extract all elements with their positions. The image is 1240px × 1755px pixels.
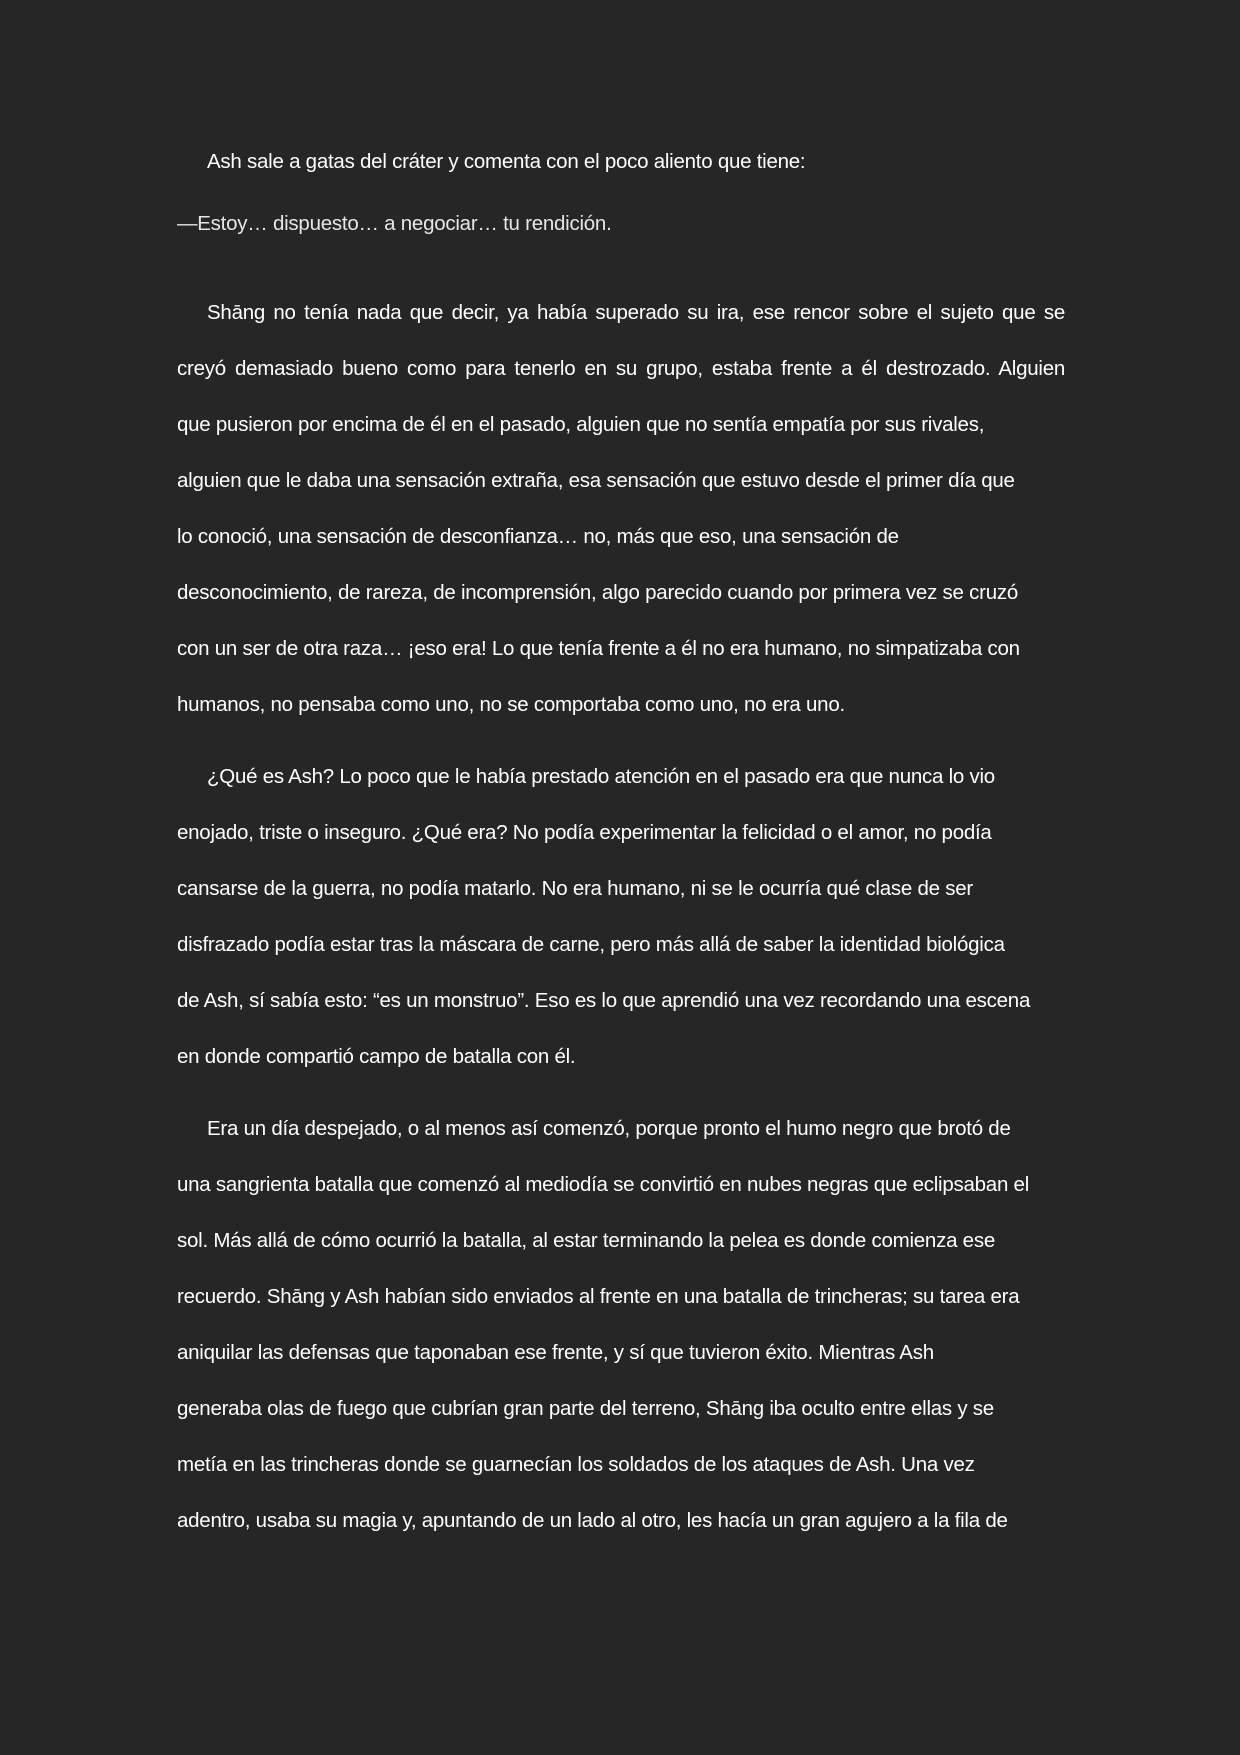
paragraph-3-line-2: enojado, triste o inseguro. ¿Qué era? No podía experimentar la felicidad o el amor, no podía [177, 821, 992, 844]
dialogue-line: —Estoy… dispuesto… a negociar… tu rendición. [177, 212, 612, 235]
paragraph-4-line-8: adentro, usaba su magia y, apuntando de un lado al otro, les hacía un gran agujero a la fila de [177, 1509, 1008, 1532]
paragraph-4-line-2: una sangrienta batalla que comenzó al mediodía se convirtió en nubes negras que eclipsaban el [177, 1173, 1030, 1196]
paragraph-3-line-1: ¿Qué es Ash? Lo poco que le había prestado atención en el pasado era que nunca lo vio [207, 765, 995, 788]
paragraph-2-line-7: con un ser de otra raza… ¡eso era! Lo que tenía frente a él no era humano, no simpatizaba con [177, 637, 1020, 660]
paragraph-3-line-4: disfrazado podía estar tras la máscara de carne, pero más allá de saber la identidad biológica [177, 933, 1005, 956]
paragraph-1-line-1: Ash sale a gatas del cráter y comenta con el poco aliento que tiene: [207, 150, 806, 173]
paragraph-3-line-5: de Ash, sí sabía esto: “es un monstruo”. Eso es lo que aprendió una vez recordando una escena [177, 989, 1031, 1012]
paragraph-2-line-1: Shāng no tenía nada que decir, ya había superado su ira, ese rencor sobre el sujeto que se [207, 301, 1065, 324]
paragraph-4-line-7: metía en las trincheras donde se guarnecían los soldados de los ataques de Ash. Una vez [177, 1453, 975, 1476]
paragraph-3-line-6: en donde compartió campo de batalla con él. [177, 1045, 576, 1068]
document-page [177, 0, 1070, 1755]
paragraph-4-line-5: aniquilar las defensas que taponaban ese frente, y sí que tuvieron éxito. Mientras Ash [177, 1341, 934, 1364]
paragraph-3-line-3: cansarse de la guerra, no podía matarlo. No era humano, ni se le ocurría qué clase de ser [177, 877, 973, 900]
paragraph-2-line-2: creyó demasiado bueno como para tenerlo en su grupo, estaba frente a él destrozado. Alguien [177, 357, 1065, 380]
paragraph-2-line-4: alguien que le daba una sensación extraña, esa sensación que estuvo desde el primer día que [177, 469, 1015, 492]
paragraph-2-line-8: humanos, no pensaba como uno, no se comportaba como uno, no era uno. [177, 693, 845, 716]
paragraph-2-line-6: desconocimiento, de rareza, de incomprensión, algo parecido cuando por primera vez se cruzó [177, 581, 1019, 604]
paragraph-2-line-5: lo conoció, una sensación de desconfianza… no, más que eso, una sensación de [177, 525, 899, 548]
paragraph-4-line-3: sol. Más allá de cómo ocurrió la batalla, al estar terminando la pelea es donde comienza ese [177, 1229, 995, 1252]
paragraph-4-line-6: generaba olas de fuego que cubrían gran parte del terreno, Shāng iba oculto entre ellas y se [177, 1397, 994, 1420]
paragraph-4-line-1: Era un día despejado, o al menos así comenzó, porque pronto el humo negro que brotó de [207, 1117, 1011, 1140]
paragraph-2-line-3: que pusieron por encima de él en el pasado, alguien que no sentía empatía por sus rivales, [177, 413, 985, 436]
paragraph-4-line-4: recuerdo. Shāng y Ash habían sido enviados al frente en una batalla de trincheras; su tarea era [177, 1285, 1020, 1308]
